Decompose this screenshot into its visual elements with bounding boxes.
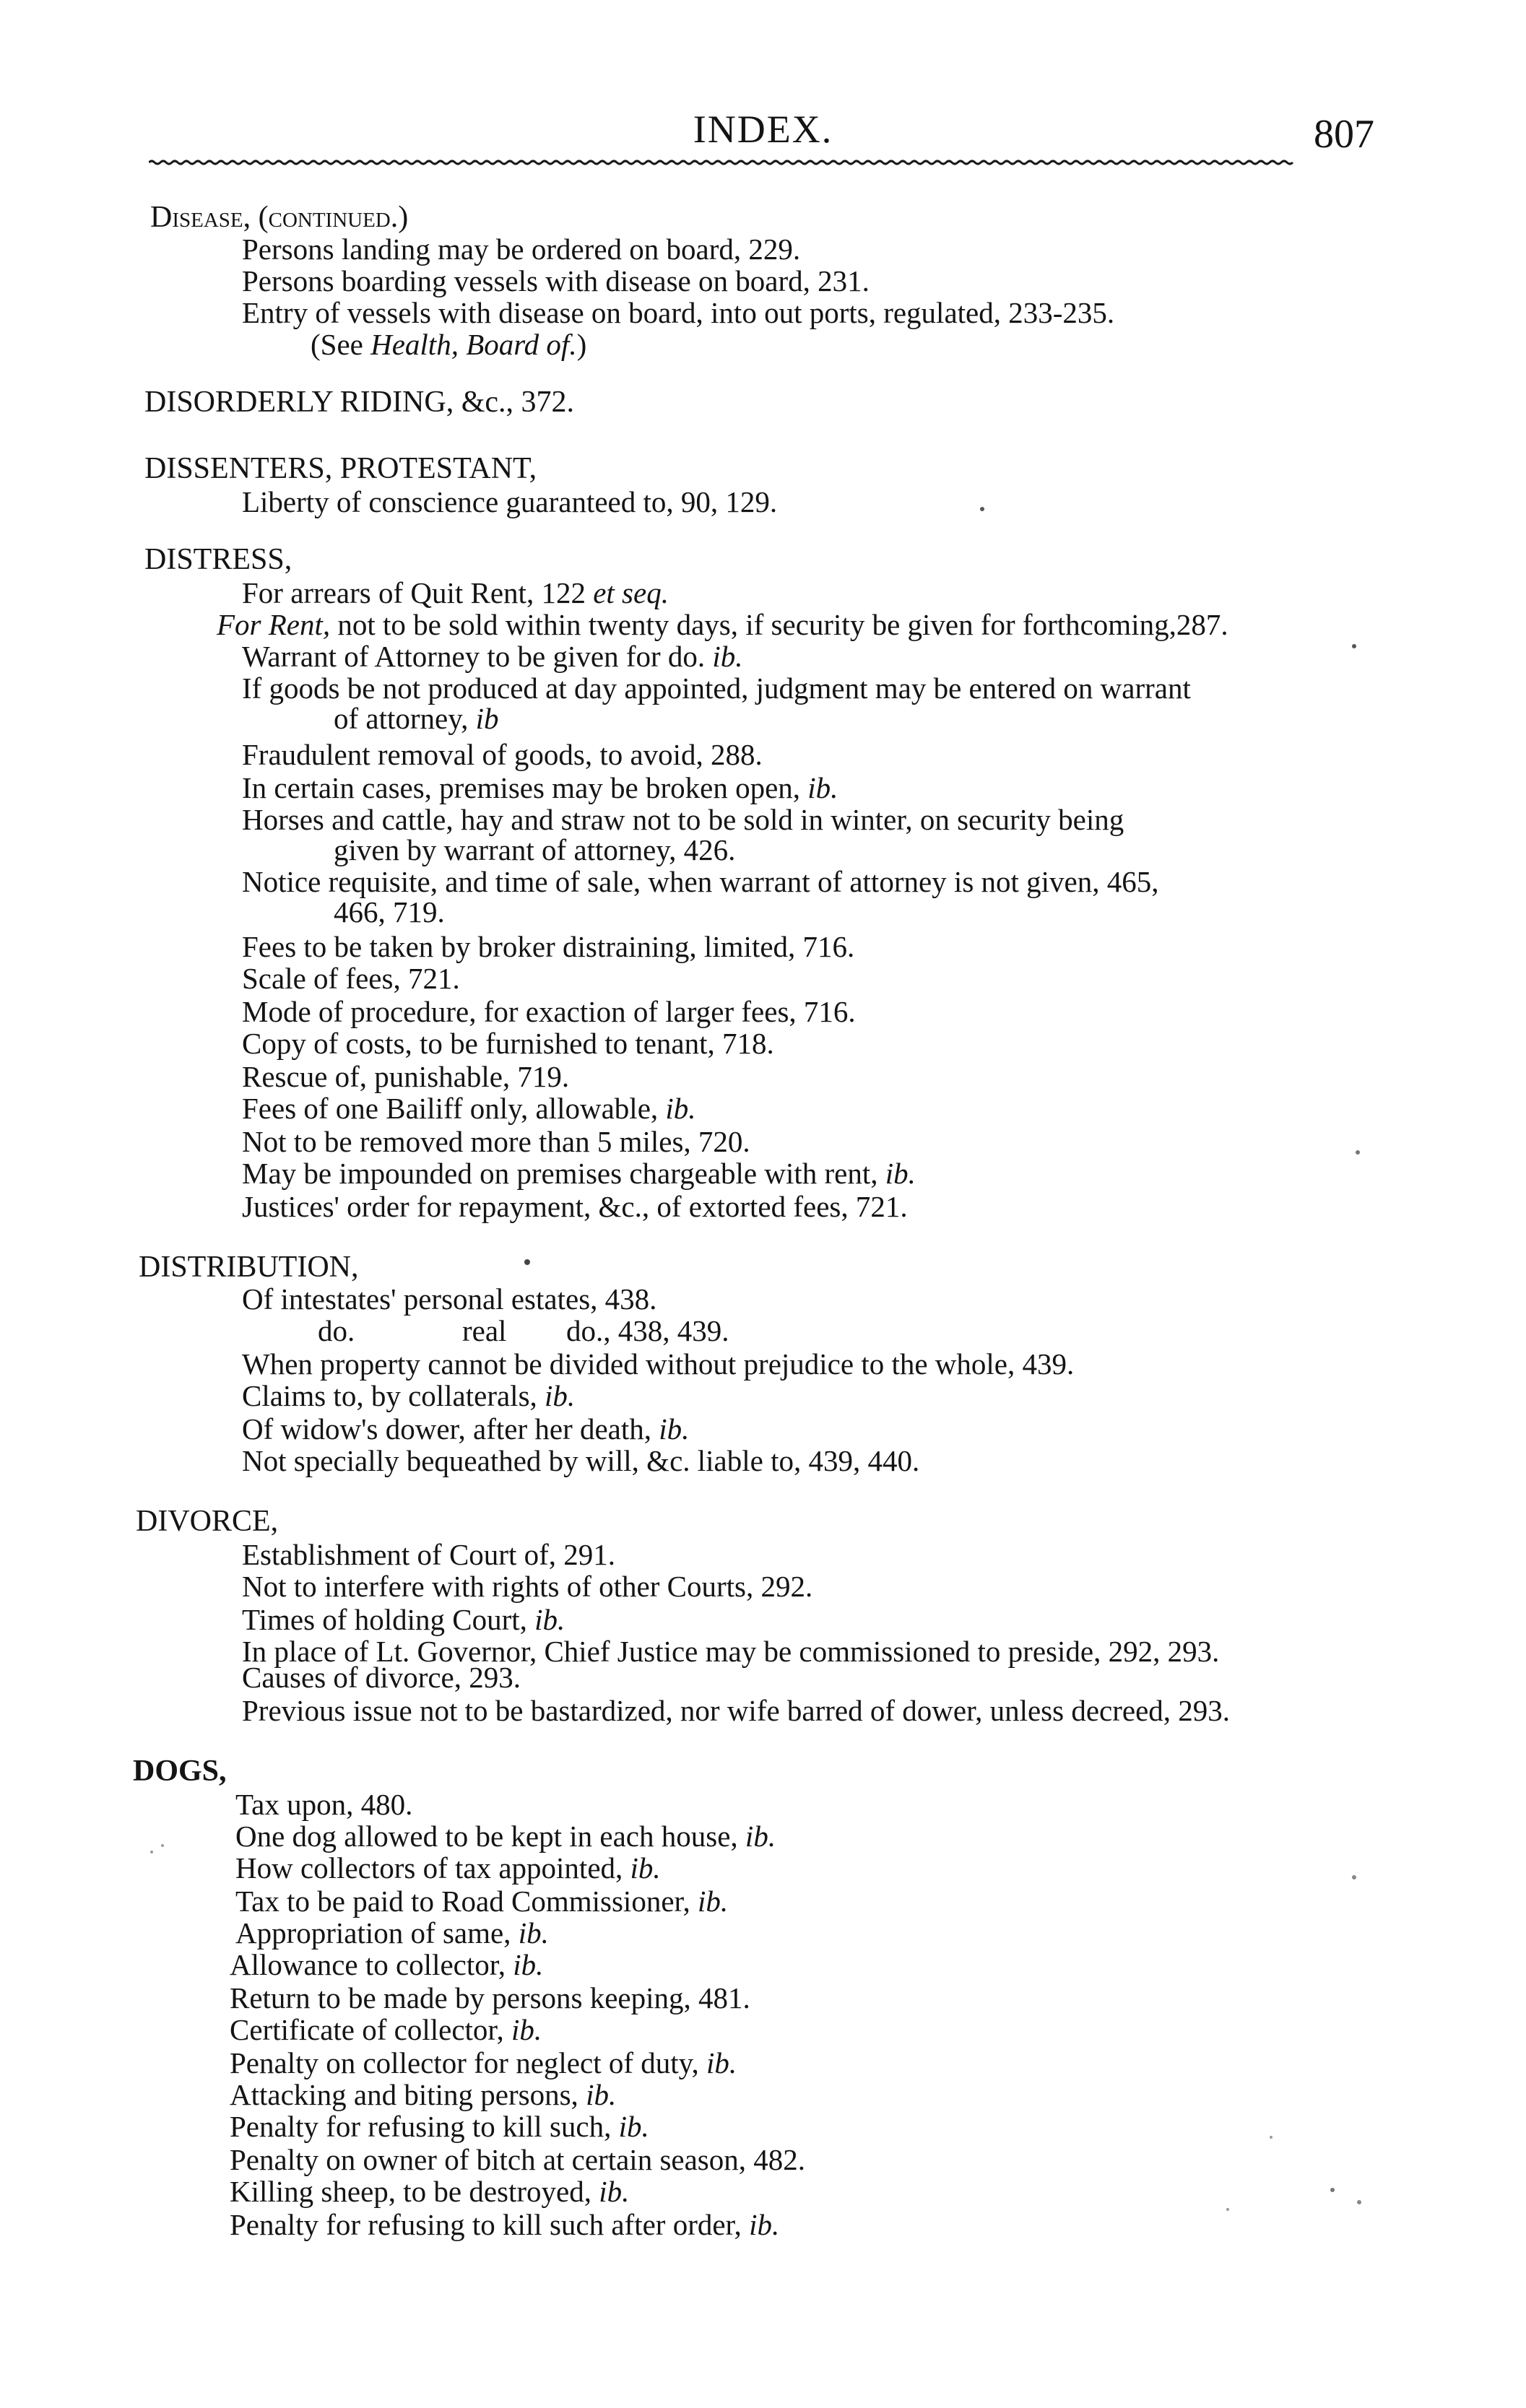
distress-line-8: Notice requisite, and time of sale, when warrant of attorney is not given, 465, (242, 865, 1159, 898)
distress-line-7-cont: given by warrant of attorney, 426. (334, 833, 736, 866)
heading-distribution: DISTRIBUTION, (139, 1251, 359, 1284)
heading-divorce: DIVORCE, (136, 1505, 279, 1538)
distress-line-12: Copy of costs, to be furnished to tenant, 718. (242, 1027, 774, 1060)
distress-line-16: May be impounded on premises chargeable with rent, ib. (242, 1157, 916, 1190)
divorce-line-3: Times of holding Court, ib. (242, 1603, 565, 1636)
dogs-line-6: Allowance to collector, ib. (230, 1948, 544, 1981)
divorce-line-6: Previous issue not to be bastardized, nor wife barred of dower, unless decreed, 293. (242, 1694, 1231, 1727)
dogs-line-12: Penalty on owner of bitch at certain season, 482. (230, 2143, 805, 2176)
distress-line-15: Not to be removed more than 5 miles, 720. (242, 1125, 750, 1158)
dogs-line-4: Tax to be paid to Road Commissioner, ib. (235, 1885, 729, 1918)
distribution-line-2-do: do. (318, 1314, 355, 1347)
distress-line-8-cont: 466, 719. (334, 895, 445, 929)
divorce-line-5: Causes of divorce, 293. (242, 1661, 521, 1694)
disease-line-1: Persons landing may be ordered on board, 229. (242, 232, 801, 266)
disease-line-2: Persons boarding vessels with disease on board, 231. (242, 264, 870, 297)
dogs-line-9: Penalty on collector for neglect of duty, ib. (230, 2046, 737, 2079)
distress-line-14: Fees of one Bailiff only, allowable, ib. (242, 1092, 696, 1125)
see-suffix: ) (576, 328, 587, 361)
heading-dissenters: DISSENTERS, PROTESTANT, (144, 452, 537, 485)
heading-disease: Disease, (continued.) (150, 201, 409, 234)
distress-line-13: Rescue of, punishable, 719. (242, 1060, 570, 1093)
page-number: 807 (1314, 112, 1374, 157)
distribution-line-1: Of intestates' personal estates, 438. (242, 1282, 657, 1316)
distress-line-6: In certain cases, premises may be broken open, ib. (242, 771, 838, 804)
see-ref: Health, Board of. (370, 328, 577, 361)
heading-dogs: DOGS, (133, 1755, 227, 1788)
distress-line-11: Mode of procedure, for exaction of larger fees, 716. (242, 995, 856, 1028)
dogs-line-5: Appropriation of same, ib. (235, 1916, 549, 1950)
running-title: INDEX. (693, 108, 833, 151)
dogs-line-14: Penalty for refusing to kill such after order, ib. (230, 2208, 780, 2241)
distribution-line-5: Of widow's dower, after her death, ib. (242, 1412, 690, 1446)
distress-line-3: Warrant of Attorney to be given for do. ib. (242, 640, 743, 673)
dogs-line-10: Attacking and biting persons, ib. (230, 2078, 617, 2111)
distribution-line-2-real: real (462, 1314, 507, 1347)
distress-line-17: Justices' order for repayment, &c., of extorted fees, 721. (242, 1190, 908, 1223)
see-prefix: (See (311, 328, 371, 361)
divorce-line-4: In place of Lt. Governor, Chief Justice may be commissioned to preside, 292, 293. (242, 1635, 1220, 1668)
distress-line-4-cont: of attorney, ib (334, 702, 499, 735)
distress-line-2: For Rent, not to be sold within twenty days, if security be given for forthcoming,287. (217, 608, 1228, 641)
dogs-line-8: Certificate of collector, ib. (230, 2013, 542, 2046)
dogs-line-11: Penalty for refusing to kill such, ib. (230, 2110, 649, 2143)
distress-line-10: Scale of fees, 721. (242, 962, 460, 995)
dogs-line-7: Return to be made by persons keeping, 481. (230, 1981, 750, 2014)
divorce-line-1: Establishment of Court of, 291. (242, 1538, 616, 1571)
distribution-line-3: When property cannot be divided without prejudice to the whole, 439. (242, 1347, 1075, 1381)
dogs-line-13: Killing sheep, to be destroyed, ib. (230, 2175, 630, 2208)
distribution-line-2-rest: do., 438, 439. (566, 1314, 729, 1347)
heading-distress: DISTRESS, (144, 543, 292, 576)
disease-line-3: Entry of vessels with disease on board, into out ports, regulated, 233-235. (242, 296, 1115, 329)
distribution-line-6: Not specially bequeathed by will, &c. liable to, 439, 440. (242, 1444, 920, 1477)
distress-line-7: Horses and cattle, hay and straw not to be sold in winter, on security being (242, 803, 1124, 836)
divorce-line-2: Not to interfere with rights of other Courts, 292. (242, 1570, 813, 1603)
distress-line-4: If goods be not produced at day appointed, judgment may be entered on warrant (242, 671, 1191, 705)
distribution-line-4: Claims to, by collaterals, ib. (242, 1379, 576, 1412)
dogs-line-3: How collectors of tax appointed, ib. (235, 1851, 661, 1885)
distress-line-9: Fees to be taken by broker distraining, limited, 716. (242, 930, 855, 963)
dissenters-line-1: Liberty of conscience guaranteed to, 90, 129. (242, 485, 778, 518)
dogs-line-2: One dog allowed to be kept in each house, ib. (235, 1820, 776, 1853)
distress-line-1: For arrears of Quit Rent, 122 et seq. (242, 576, 669, 609)
dogs-line-1: Tax upon, 480. (235, 1788, 413, 1821)
heading-disorderly-riding: DISORDERLY RIDING, &c., 372. (144, 386, 575, 419)
distress-line-5: Fraudulent removal of goods, to avoid, 288. (242, 738, 763, 771)
